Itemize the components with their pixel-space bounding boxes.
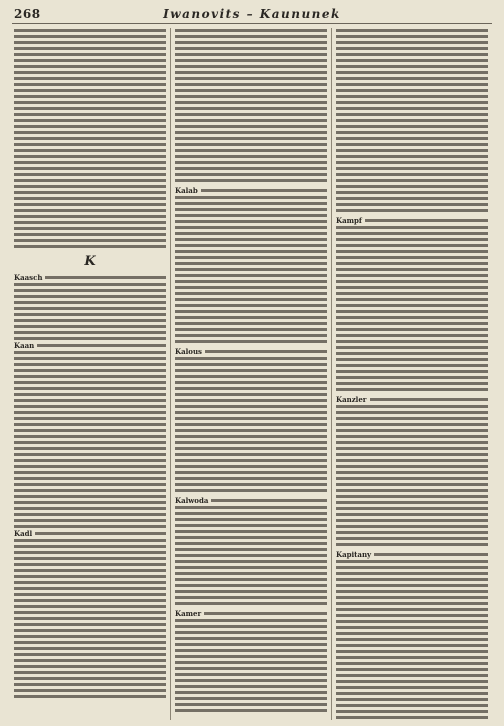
directory-entry xyxy=(336,395,488,404)
entry-details xyxy=(370,398,489,401)
listing-block xyxy=(175,506,327,608)
listing-block xyxy=(175,619,327,715)
entry-details xyxy=(365,219,488,222)
entry-surname: Kalous xyxy=(175,347,202,356)
entry-surname: Kaan xyxy=(14,341,35,350)
page-header xyxy=(14,7,490,21)
entry-details xyxy=(374,553,488,556)
listing-block xyxy=(175,357,327,495)
entry-surname: Kanzler xyxy=(336,395,367,404)
page-number: 268 xyxy=(14,7,41,21)
directory-entry xyxy=(175,609,327,618)
listing-block xyxy=(336,560,488,720)
header-rule xyxy=(12,23,492,24)
entry-details xyxy=(204,612,327,615)
column-divider xyxy=(170,28,171,720)
listing-block xyxy=(336,29,488,215)
entry-surname: Kadl xyxy=(14,529,33,538)
entry-surname: Kampf xyxy=(336,216,362,225)
directory-entry xyxy=(175,496,327,505)
entry-surname: Kapitany xyxy=(336,550,372,559)
directory-entry xyxy=(336,216,488,225)
entry-details xyxy=(37,344,166,347)
entry-details xyxy=(35,532,166,535)
section-letter: K xyxy=(84,254,96,269)
listing-block xyxy=(175,29,327,185)
listing-block xyxy=(336,405,488,549)
listing-block xyxy=(14,283,166,340)
entry-surname: Kaasch xyxy=(14,273,43,282)
listing-block xyxy=(175,196,327,346)
directory-entry xyxy=(175,186,327,195)
entry-surname: Kamer xyxy=(175,609,202,618)
column-divider xyxy=(331,28,332,720)
listing-block xyxy=(336,226,488,394)
entry-surname: Kalwoda xyxy=(175,496,209,505)
listing-block xyxy=(14,29,166,251)
directory-entry xyxy=(14,529,166,538)
entry-details xyxy=(205,350,327,353)
listing-block xyxy=(14,539,166,699)
directory-entry xyxy=(336,550,488,559)
directory-entry xyxy=(14,341,166,350)
directory-entry xyxy=(14,273,166,282)
entry-details xyxy=(211,499,327,502)
listing-block xyxy=(14,351,166,528)
entry-details xyxy=(45,276,166,279)
entry-details xyxy=(201,189,327,192)
column-3 xyxy=(336,29,488,720)
column-1 xyxy=(14,29,166,720)
column-2 xyxy=(175,29,327,720)
entry-surname: Kalab xyxy=(175,186,198,195)
directory-entry xyxy=(175,347,327,356)
running-head: Iwanovits – Kaununek xyxy=(163,7,341,21)
